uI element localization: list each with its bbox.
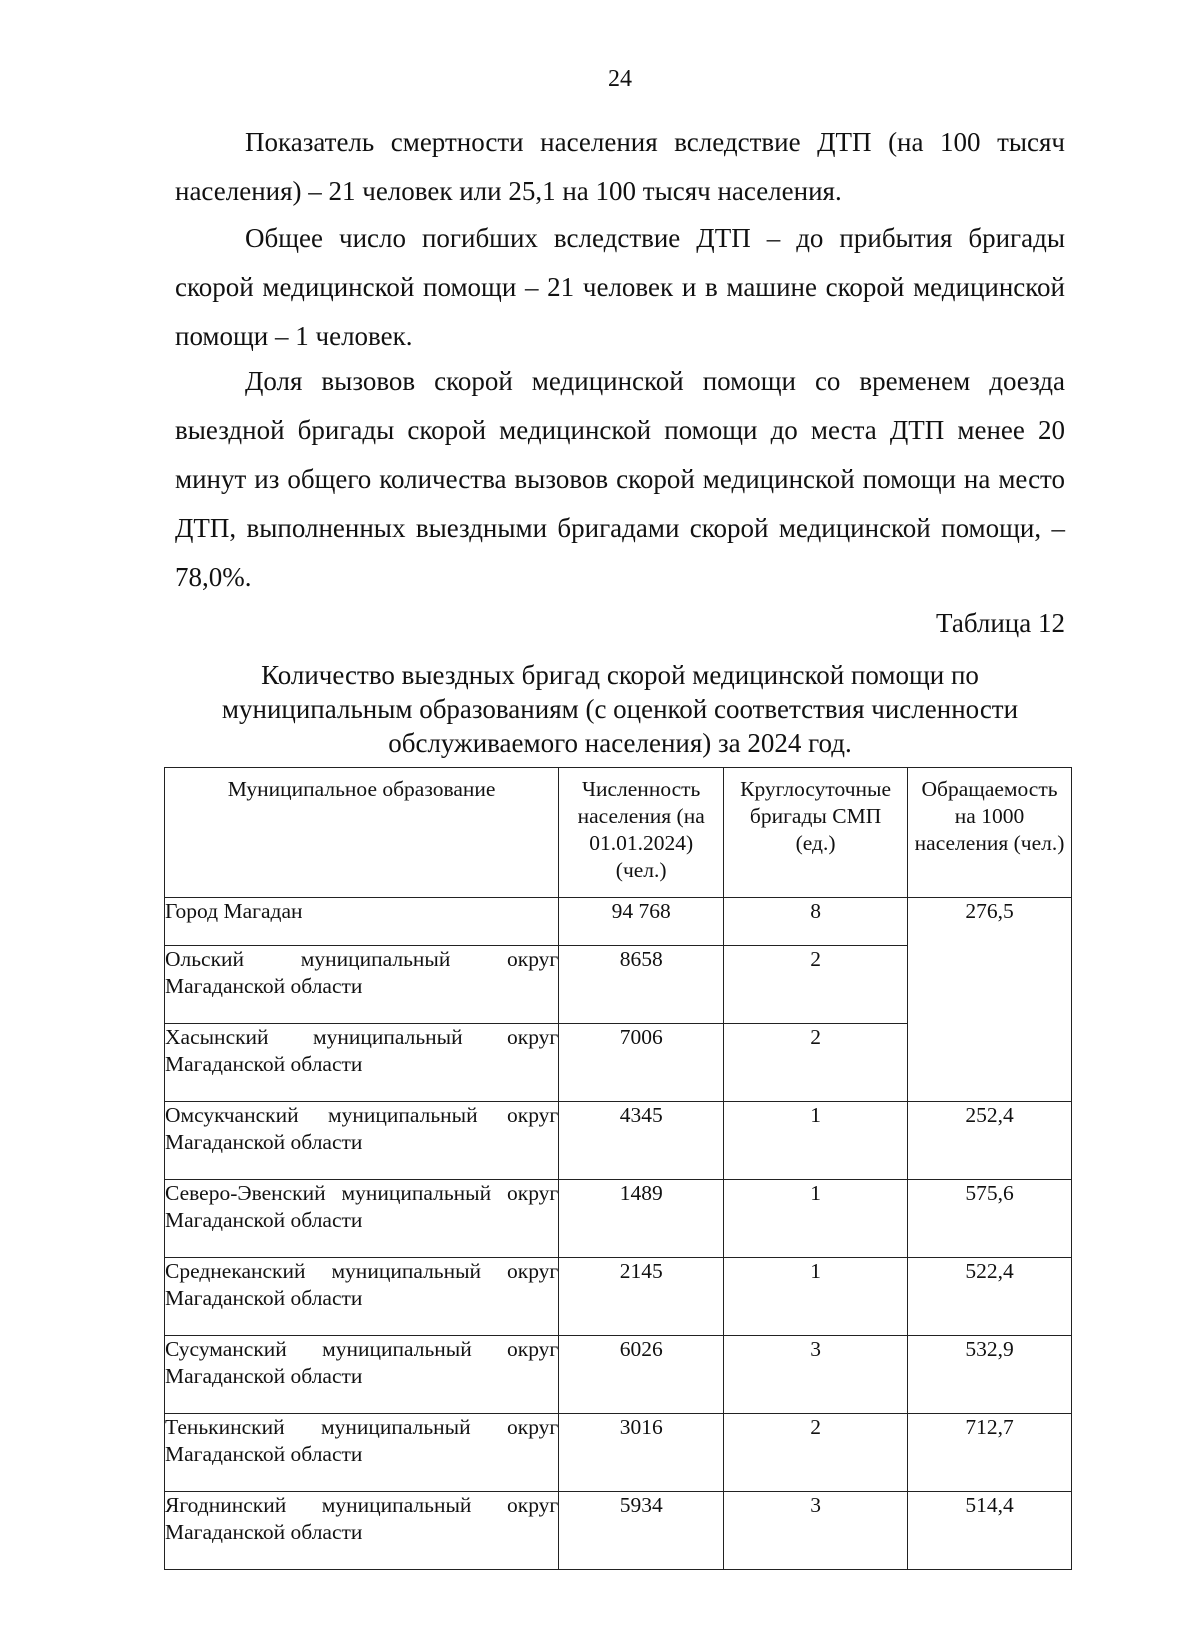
header-brigades: Круглосуточные бригады СМП (ед.) [724,768,908,898]
cell-population: 5934 [559,1492,724,1570]
cell-population: 6026 [559,1336,724,1414]
cell-population: 1489 [559,1180,724,1258]
paragraph-mortality: Показатель смертности населения вследствие ДТП (на 100 тысяч населения) – 21 человек или 25,1 на 100 тысяч населения. [175,127,1065,206]
cell-municipality: Город Магадан [165,898,559,946]
cell-rate: 712,7 [908,1414,1072,1492]
cell-brigades: 3 [724,1492,908,1570]
table-row [165,1258,1072,1336]
paragraph-arrival-share: Доля вызовов скорой медицинской помощи со временем доезда выездной бригады скорой медицинской помощи до места ДТП менее 20 минут из общего количества вызовов скорой медицинской помощи на место ДТП, выполненных выездными бригадами скорой медицинской помощи, – 78,0%. [175,366,1065,592]
cell-municipality: Сусуманский муниципальный округ Магаданской области [165,1336,559,1414]
header-municipality: Муниципальное образование [165,768,559,898]
cell-population: 8658 [559,946,724,1024]
cell-municipality: Омсукчанский муниципальный округ Магаданской области [165,1102,559,1180]
table-row [165,1336,1072,1414]
cell-brigades: 1 [724,1180,908,1258]
cell-rate-merged: 276,5 [908,898,1072,1102]
header-rate: Обращаемость на 1000 населения (чел.) [908,768,1072,898]
cell-brigades: 1 [724,1102,908,1180]
cell-municipality: Среднеканский муниципальный округ Магаданской области [165,1258,559,1336]
cell-municipality: Тенькинский муниципальный округ Магаданской области [165,1414,559,1492]
paragraph-deaths: Общее число погибших вследствие ДТП – до прибытия бригады скорой медицинской помощи – 21 человек и в машине скорой медицинской помощи – 1 человек. [175,223,1065,351]
table-row [165,1180,1072,1258]
cell-population: 94 768 [559,898,724,946]
cell-population: 2145 [559,1258,724,1336]
table-header-row [165,768,1072,898]
cell-brigades: 3 [724,1336,908,1414]
cell-rate: 514,4 [908,1492,1072,1570]
header-population: Численность населения (на 01.01.2024) (чел.) [559,768,724,898]
cell-rate: 575,6 [908,1180,1072,1258]
cell-municipality: Ягоднинский муниципальный округ Магаданской области [165,1492,559,1570]
cell-rate: 532,9 [908,1336,1072,1414]
cell-population: 4345 [559,1102,724,1180]
cell-municipality: Северо-Эвенский муниципальный округ Магаданской области [165,1180,559,1258]
cell-municipality: Хасынский муниципальный округ Магаданской области [165,1024,559,1102]
table-label: Таблица 12 [936,608,1065,638]
table-row [165,1102,1072,1180]
table-row [165,898,1072,946]
cell-rate: 252,4 [908,1102,1072,1180]
cell-population: 7006 [559,1024,724,1102]
cell-brigades: 1 [724,1258,908,1336]
page-number: 24 [608,66,632,92]
brigades-table [164,767,1072,1570]
cell-municipality: Ольский муниципальный округ Магаданской области [165,946,559,1024]
table-caption: Количество выездных бригад скорой медицинской помощи по муниципальным образованиям (с оценкой соответствия численности обслуживаемого населения) за 2024 год. [221,660,1019,758]
cell-brigades: 2 [724,1024,908,1102]
cell-brigades: 8 [724,898,908,946]
cell-brigades: 2 [724,1414,908,1492]
cell-population: 3016 [559,1414,724,1492]
table-row [165,1492,1072,1570]
table-row [165,1414,1072,1492]
cell-brigades: 2 [724,946,908,1024]
cell-rate: 522,4 [908,1258,1072,1336]
